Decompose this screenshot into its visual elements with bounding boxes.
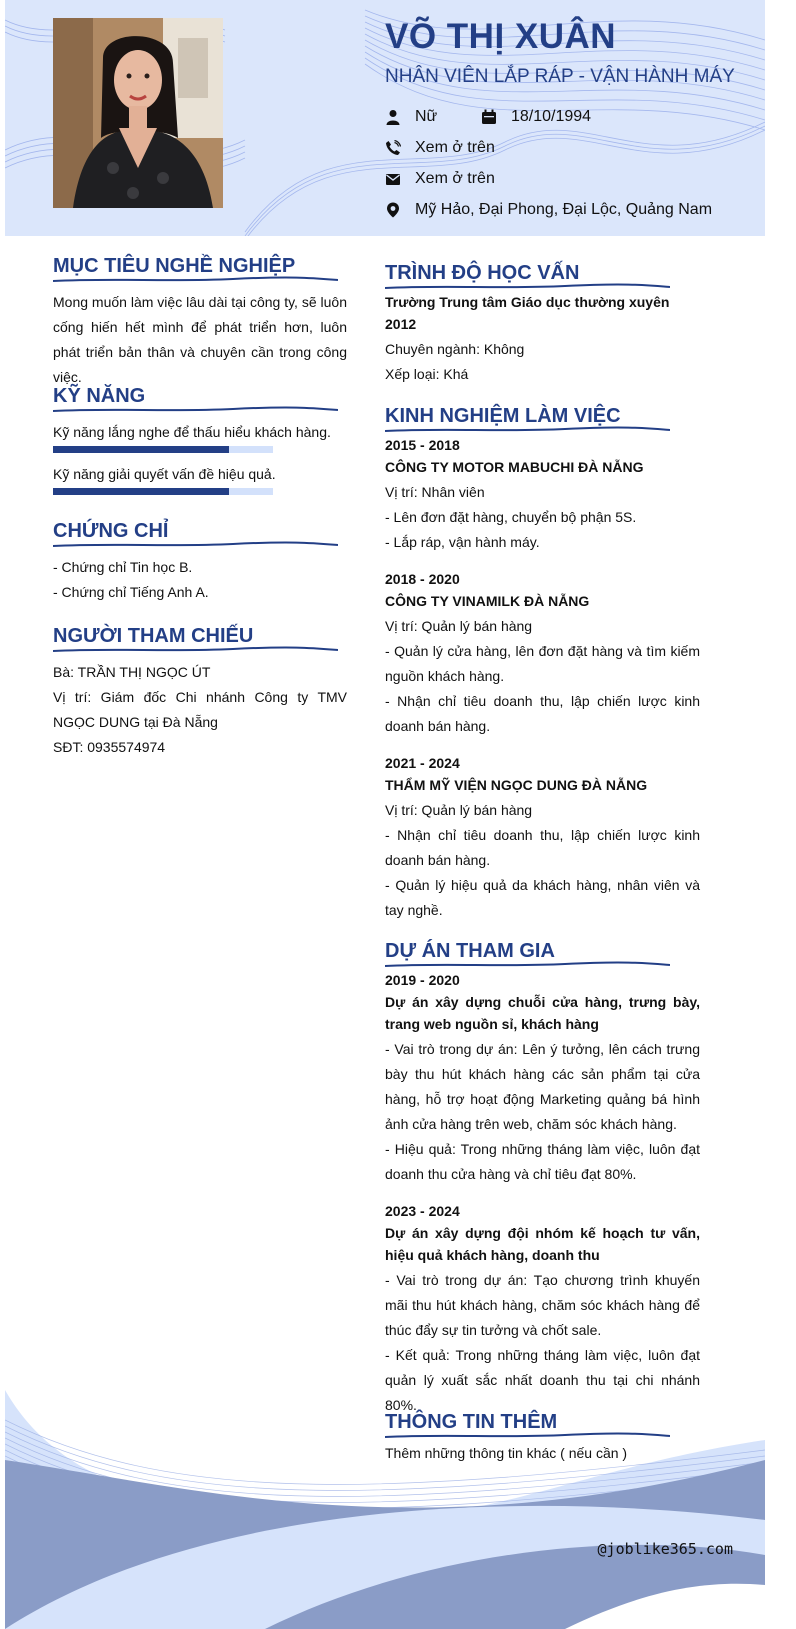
references-title: NGƯỜI THAM CHIẾU [53,625,254,647]
phone-icon [385,140,401,156]
reference-phone: SĐT: 0935574974 [53,739,166,755]
experience-duty: - Lên đơn đặt hàng, chuyển bộ phận 5S. [385,509,637,525]
references-title-underline [53,646,338,654]
envelope-icon [385,171,401,187]
phone-row [385,139,495,157]
project-period-2: 2023 - 2024 [385,1203,460,1219]
experience-period-1: 2015 - 2018 [385,437,460,453]
experience-position-1: Vị trí: Nhân viên [385,484,485,500]
email-value: Xem ở trên [415,170,495,187]
certificates-title-underline [53,541,338,549]
skill-label-1: Kỹ năng lắng nghe để thấu hiểu khách hàng. [53,424,331,440]
experience-title: KINH NGHIỆM LÀM VIỆC [385,405,621,427]
user-icon [385,109,401,125]
objective-text: Mong muốn làm việc lâu dài tại công ty, sẽ luôn cống hiến hết mình để phát triển hơn, luôn phát triển bản thân và chuyên cần trong công việc. [53,294,347,385]
skill-bar-1 [53,446,273,453]
experience-duty: - Nhận chỉ tiêu doanh thu, lập chiến lược kinh doanh bán hàng. [385,693,700,734]
project-period-1: 2019 - 2020 [385,972,460,988]
project-detail: - Hiệu quả: Trong những tháng làm việc, luôn đạt doanh thu cửa hàng và chỉ tiêu đạt 80%. [385,1141,700,1182]
experience-period-2: 2018 - 2020 [385,571,460,587]
projects-title: DỰ ÁN THAM GIA [385,940,555,962]
additional-title-underline [385,1432,670,1440]
phone-value: Xem ở trên [415,139,495,156]
project-name-1: Dự án xây dựng chuỗi cửa hàng, trưng bày, trang web nguồn sỉ, khách hàng [385,994,700,1032]
map-marker-icon [385,202,401,218]
experience-position-2: Vị trí: Quản lý bán hàng [385,618,533,634]
gender-row [385,108,591,126]
profile-photo [53,18,223,208]
experience-duty: - Quản lý hiệu quả da khách hàng, nhân viên và tay nghề. [385,877,700,918]
experience-duty: - Lắp ráp, vận hành máy. [385,534,540,550]
skill-bar-fill-2 [53,488,229,495]
experience-company-2: CÔNG TY VINAMILK ĐÀ NẴNG [385,593,590,609]
skill-bar-2 [53,488,273,495]
footer-credit: @joblike365.com [597,1540,733,1558]
education-title: TRÌNH ĐỘ HỌC VẤN [385,262,580,284]
skill-bar-fill-1 [53,446,229,453]
education-grade: Xếp loại: Khá [385,366,469,382]
experience-period-3: 2021 - 2024 [385,755,460,771]
additional-title: THÔNG TIN THÊM [385,1411,558,1433]
experience-title-underline [385,426,670,434]
reference-name: Bà: TRẦN THỊ NGỌC ÚT [53,664,211,680]
email-row [385,170,495,188]
project-detail: - Vai trò trong dự án: Tạo chương trình khuyến mãi thu hút khách hàng, chăm sóc khách hàng để thúc đẩy sự tin tưởng và chốt sale. [385,1272,700,1338]
birthdate-value: 18/10/1994 [511,108,592,125]
certificate-item-2: - Chứng chỉ Tiếng Anh A. [53,584,209,600]
projects-title-underline [385,961,670,969]
experience-company-3: THẨM MỸ VIỆN NGỌC DUNG ĐÀ NẴNG [385,777,648,793]
address-value: Mỹ Hảo, Đại Phong, Đại Lộc, Quảng Nam [415,201,713,218]
experience-duty: - Nhận chỉ tiêu doanh thu, lập chiến lược kinh doanh bán hàng. [385,827,700,868]
objective-title-underline [53,276,338,284]
skill-label-2: Kỹ năng giải quyết vấn đề hiệu quả. [53,466,276,482]
calendar-icon [481,109,497,125]
additional-text: Thêm những thông tin khác ( nếu cần ) [385,1445,628,1461]
education-school: Trường Trung tâm Giáo dục thường xuyên [385,294,670,310]
job-title: NHÂN VIÊN LẮP RÁP - VẬN HÀNH MÁY [385,66,735,87]
education-title-underline [385,283,670,291]
header [5,0,765,236]
reference-position: Vị trí: Giám đốc Chi nhánh Công ty TMV NGỌC DUNG tại Đà Nẵng [53,689,347,730]
skills-title: KỸ NĂNG [53,385,146,407]
skills-title-underline [53,406,338,414]
experience-company-1: CÔNG TY MOTOR MABUCHI ĐÀ NẴNG [385,459,644,475]
education-year: 2012 [385,316,417,332]
education-major: Chuyên ngành: Không [385,341,525,357]
certificates-title: CHỨNG CHỈ [53,520,169,542]
project-detail: - Vai trò trong dự án: Lên ý tưởng, lên cách trưng bày thu hút khách hàng các sản phẩm tại cửa hàng, hỗ trợ hoạt động Marketing quảng bá hình ảnh cửa hàng trên web, chăm sóc khách hàng. [385,1041,700,1132]
project-detail: - Kết quả: Trong những tháng làm việc, luôn đạt quản lý xuất sắc nhất doanh thu tại chi nhánh 80%. [385,1347,700,1413]
cv-page [5,0,765,1629]
experience-duty: - Quản lý cửa hàng, lên đơn đặt hàng và tìm kiếm nguồn khách hàng. [385,643,700,684]
gender-value: Nữ [415,108,438,125]
candidate-name: VÕ THỊ XUÂN [385,17,617,56]
address-row [385,201,712,219]
experience-position-3: Vị trí: Quản lý bán hàng [385,802,533,818]
certificate-item-1: - Chứng chỉ Tin học B. [53,559,193,575]
project-name-2: Dự án xây dựng đội nhóm kế hoạch tư vấn, hiệu quả khách hàng, doanh thu [385,1225,700,1263]
objective-title: MỤC TIÊU NGHỀ NGHIỆP [53,255,296,277]
